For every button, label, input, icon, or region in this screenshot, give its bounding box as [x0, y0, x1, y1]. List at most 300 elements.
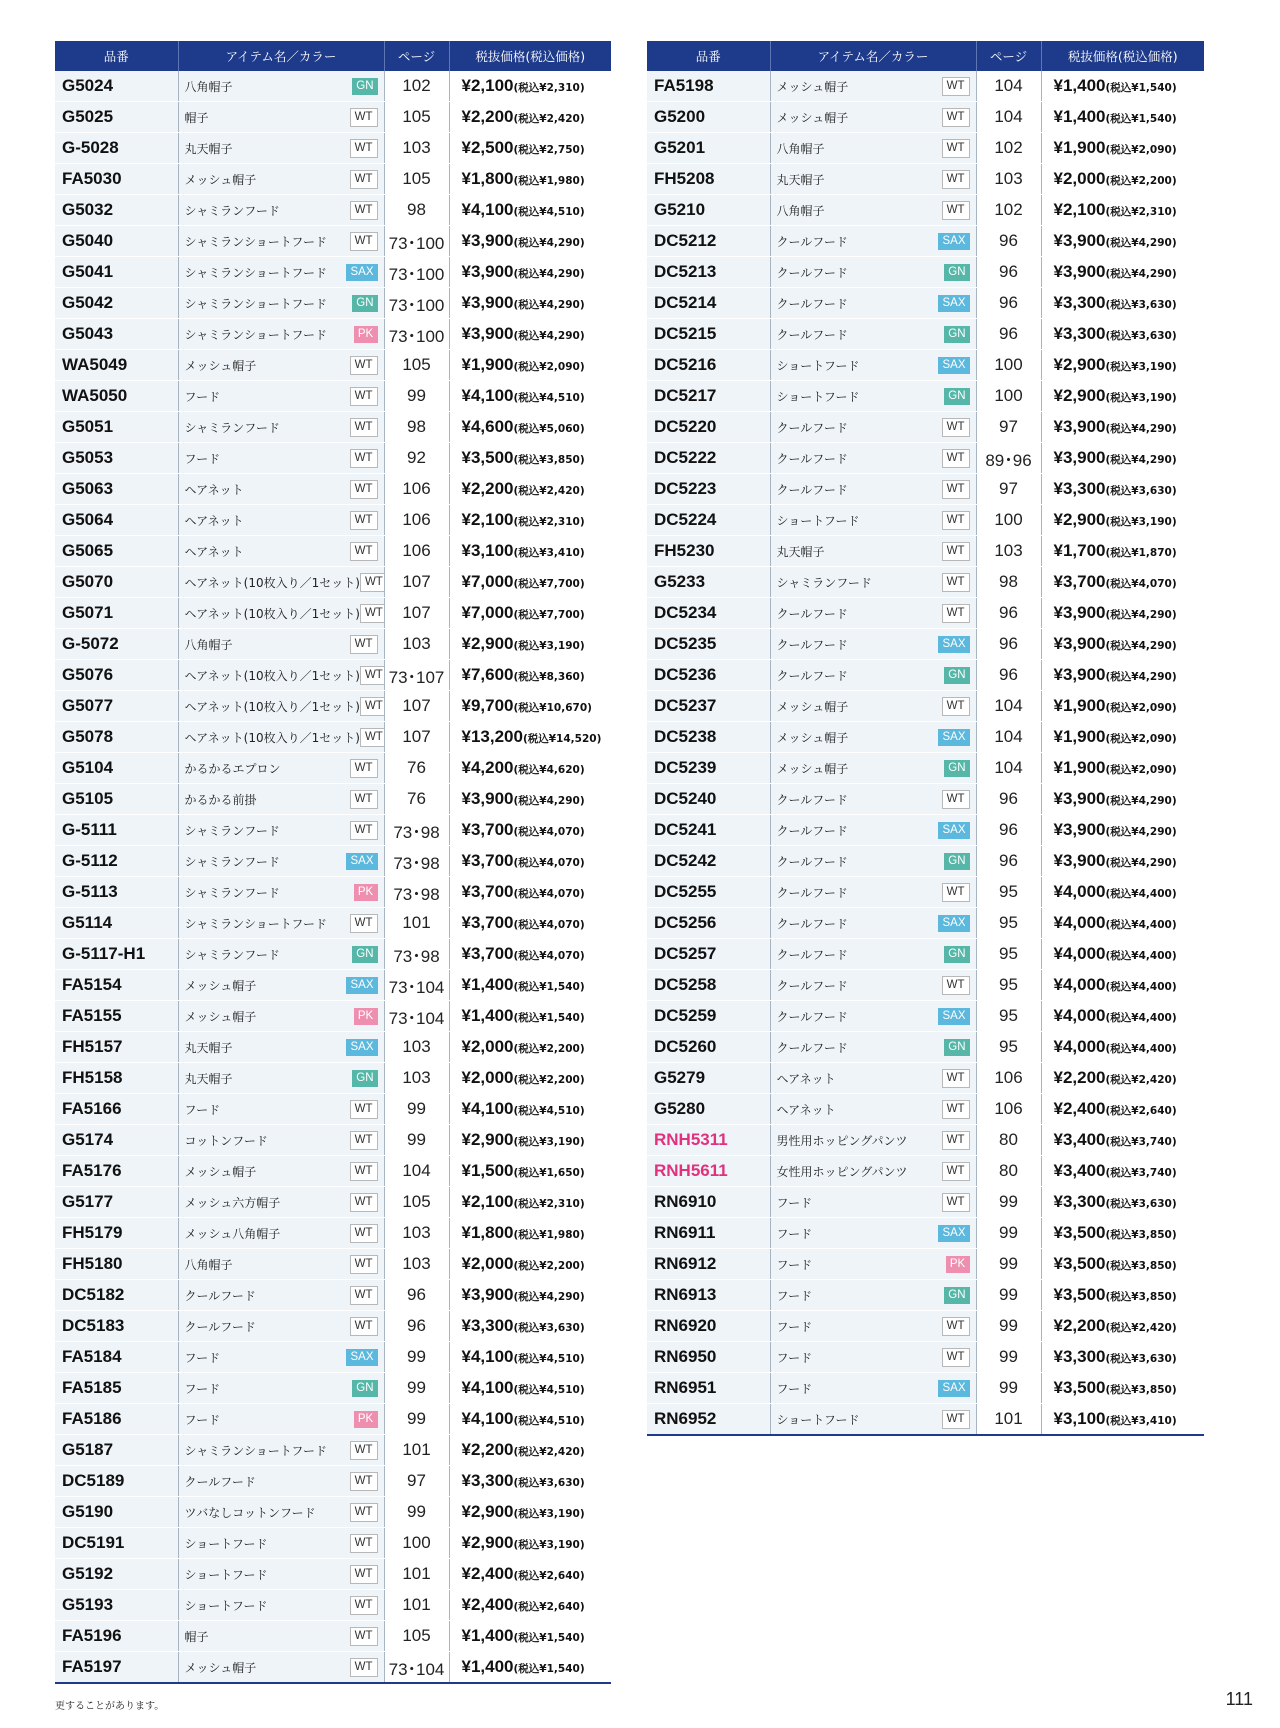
product-code: G5070: [55, 567, 178, 598]
price-cell: [1041, 1156, 1204, 1187]
product-code: FA5196: [55, 1621, 178, 1652]
color-badge: SAX: [346, 264, 377, 281]
item-cell: [178, 598, 384, 629]
price-incl-tax: (税込¥1,980): [513, 175, 585, 187]
item-wrap: [185, 1658, 378, 1677]
item-cell: [770, 1218, 976, 1249]
header-item: アイテム名／カラー: [770, 41, 976, 71]
item-wrap: [185, 759, 378, 778]
price-cell: [449, 660, 611, 691]
item-cell: [178, 257, 384, 288]
color-badge: WT: [350, 356, 378, 375]
price-cell: [449, 1001, 611, 1032]
price-incl-tax: (税込¥4,290): [1105, 857, 1177, 869]
price-cell: [1041, 1373, 1204, 1404]
color-badge: SAX: [938, 1380, 969, 1397]
price-excl-tax: ¥2,900: [461, 1502, 514, 1521]
item-cell: [178, 722, 384, 753]
item-name: メッシュ帽子: [184, 978, 257, 993]
item-wrap: [185, 1534, 378, 1553]
price-incl-tax: (税込¥8,360): [513, 671, 585, 683]
item-name: メッシュ帽子: [184, 1660, 257, 1675]
table-row: [55, 381, 611, 412]
catalog-page: 103: [384, 1063, 449, 1094]
price-incl-tax: (税込¥4,290): [513, 795, 585, 807]
price-cell: [449, 1218, 611, 1249]
price-incl-tax: (税込¥4,510): [513, 206, 585, 218]
color-badge: PK: [354, 326, 378, 343]
product-code: DC5238: [647, 722, 770, 753]
color-badge: WT: [942, 542, 970, 561]
item-cell: [178, 1404, 384, 1435]
price-cell: [449, 1249, 611, 1280]
product-code: FH5180: [55, 1249, 178, 1280]
item-name: フード: [776, 1195, 813, 1210]
item-cell: [770, 412, 976, 443]
catalog-page: 103: [384, 1032, 449, 1063]
price-cell: [449, 598, 611, 629]
item-name: メッシュ帽子: [184, 172, 257, 187]
item-name: クールフード: [776, 978, 848, 993]
color-badge: GN: [944, 326, 969, 343]
catalog-page: 99: [384, 1094, 449, 1125]
item-cell: [178, 1218, 384, 1249]
catalog-page: 96: [976, 226, 1041, 257]
item-name: クールフード: [776, 234, 848, 249]
item-cell: [770, 1187, 976, 1218]
catalog-page: 103: [384, 133, 449, 164]
catalog-page: 100: [976, 381, 1041, 412]
table-row: [55, 536, 611, 567]
price-incl-tax: (税込¥3,630): [513, 1322, 585, 1334]
table-row: [647, 1032, 1204, 1063]
product-code: FH5157: [55, 1032, 178, 1063]
item-cell: [178, 288, 384, 319]
product-code: FA5155: [55, 1001, 178, 1032]
catalog-page: 104: [976, 71, 1041, 102]
product-code: RN6951: [647, 1373, 770, 1404]
item-name: クールフード: [776, 668, 848, 683]
table-row: [55, 1621, 611, 1652]
item-cell: [178, 629, 384, 660]
price-cell: [449, 1497, 611, 1528]
item-name: フード: [776, 1381, 813, 1396]
price-cell: [449, 691, 611, 722]
item-name: クールフード: [776, 482, 848, 497]
color-badge: WT: [942, 77, 970, 96]
item-wrap: [777, 1039, 970, 1056]
price-cell: [449, 1590, 611, 1621]
item-cell: [178, 1094, 384, 1125]
item-wrap: [185, 1224, 378, 1243]
product-code: DC5257: [647, 939, 770, 970]
price-incl-tax: (税込¥3,190): [513, 1136, 585, 1148]
table-row: [647, 908, 1204, 939]
price-excl-tax: ¥1,400: [461, 975, 514, 994]
item-cell: [178, 505, 384, 536]
price-cell: [449, 908, 611, 939]
item-cell: [770, 474, 976, 505]
price-incl-tax: (税込¥3,850): [513, 454, 585, 466]
catalog-page: 104: [384, 1156, 449, 1187]
price-excl-tax: ¥3,100: [1053, 1409, 1106, 1428]
product-code: G5077: [55, 691, 178, 722]
product-code: DC5237: [647, 691, 770, 722]
price-cell: [449, 846, 611, 877]
item-wrap: [185, 1441, 378, 1460]
price-incl-tax: (税込¥1,980): [513, 1229, 585, 1241]
price-incl-tax: (税込¥2,200): [1105, 175, 1177, 187]
table-row: [55, 164, 611, 195]
price-incl-tax: (税込¥3,190): [1105, 361, 1177, 373]
price-cell: [1041, 1187, 1204, 1218]
price-incl-tax: (税込¥3,850): [1105, 1229, 1177, 1241]
item-cell: [178, 1125, 384, 1156]
item-wrap: [184, 573, 383, 592]
color-badge: SAX: [938, 822, 969, 839]
product-code: FA5186: [55, 1404, 178, 1435]
item-wrap: [777, 1348, 970, 1367]
price-excl-tax: ¥2,000: [461, 1254, 514, 1273]
price-excl-tax: ¥3,300: [1053, 324, 1106, 343]
item-name: ヘアネット(10枚入り／1セット): [184, 730, 360, 745]
color-badge: WT: [350, 1193, 378, 1212]
item-name: シャミランショートフード: [184, 916, 328, 931]
price-cell: [449, 474, 611, 505]
item-name: クールフード: [184, 1288, 256, 1303]
catalog-page: 105: [384, 102, 449, 133]
product-code: DC5222: [647, 443, 770, 474]
item-cell: [770, 257, 976, 288]
item-wrap: [777, 853, 970, 870]
item-name: メッシュ帽子: [776, 730, 849, 745]
catalog-page: 99: [384, 1342, 449, 1373]
color-badge: WT: [942, 790, 970, 809]
item-cell: [770, 753, 976, 784]
item-cell: [178, 1156, 384, 1187]
color-badge: WT: [350, 139, 378, 158]
price-excl-tax: ¥3,500: [1053, 1254, 1106, 1273]
product-code: DC5220: [647, 412, 770, 443]
catalog-page: 106: [384, 505, 449, 536]
item-cell: [178, 1528, 384, 1559]
item-name: クールフード: [776, 265, 848, 280]
price-excl-tax: ¥4,600: [461, 417, 514, 436]
price-excl-tax: ¥3,900: [461, 293, 514, 312]
item-wrap: [185, 884, 378, 901]
price-cell: [1041, 1249, 1204, 1280]
catalog-page: 106: [976, 1063, 1041, 1094]
product-code: DC5259: [647, 1001, 770, 1032]
product-code: G5065: [55, 536, 178, 567]
color-badge: WT: [942, 201, 970, 220]
price-incl-tax: (税込¥2,090): [1105, 764, 1177, 776]
product-code: G5041: [55, 257, 178, 288]
item-cell: [178, 319, 384, 350]
color-badge: WT: [360, 728, 384, 747]
page-number: 111: [1225, 1689, 1253, 1709]
price-excl-tax: ¥3,400: [1053, 1130, 1106, 1149]
catalog-page: 102: [976, 195, 1041, 226]
price-incl-tax: (税込¥2,310): [1105, 206, 1177, 218]
item-wrap: [185, 1255, 378, 1274]
price-cell: [449, 1342, 611, 1373]
price-incl-tax: (税込¥3,740): [1105, 1167, 1177, 1179]
price-cell: [449, 1404, 611, 1435]
item-cell: [770, 722, 976, 753]
product-code: G5177: [55, 1187, 178, 1218]
price-incl-tax: (税込¥2,200): [513, 1043, 585, 1055]
item-wrap: [777, 1410, 970, 1429]
price-cell: [449, 133, 611, 164]
price-excl-tax: ¥3,700: [461, 944, 514, 963]
price-excl-tax: ¥1,900: [1053, 696, 1106, 715]
item-name: シャミランショートフード: [184, 296, 328, 311]
item-wrap: [185, 1472, 378, 1491]
table-row: [647, 257, 1204, 288]
color-badge: WT: [350, 790, 378, 809]
item-cell: [770, 691, 976, 722]
catalog-page: 95: [976, 908, 1041, 939]
product-code: G5043: [55, 319, 178, 350]
catalog-page: 107: [384, 598, 449, 629]
price-incl-tax: (税込¥2,310): [513, 1198, 585, 1210]
item-cell: [770, 908, 976, 939]
catalog-page: 99: [976, 1342, 1041, 1373]
price-excl-tax: ¥2,200: [1053, 1316, 1106, 1335]
table-row: [55, 1497, 611, 1528]
item-cell: [178, 133, 384, 164]
price-excl-tax: ¥1,900: [461, 355, 514, 374]
table-row: [55, 71, 611, 102]
price-incl-tax: (税込¥4,290): [1105, 671, 1177, 683]
item-cell: [178, 1652, 384, 1684]
price-incl-tax: (税込¥3,630): [1105, 485, 1177, 497]
product-code: FA5197: [55, 1652, 178, 1684]
item-name: 丸天帽子: [184, 1040, 233, 1055]
product-code: G5192: [55, 1559, 178, 1590]
color-badge: WT: [350, 511, 378, 530]
table-row: [55, 443, 611, 474]
item-wrap: [777, 636, 970, 653]
product-code: FH5179: [55, 1218, 178, 1249]
item-cell: [178, 350, 384, 381]
catalog-page: 73･100: [384, 257, 449, 288]
item-name: フード: [776, 1288, 813, 1303]
item-name: メッシュ帽子: [184, 1009, 257, 1024]
table-row: [647, 1156, 1204, 1187]
item-wrap: [777, 480, 970, 499]
price-cell: [1041, 226, 1204, 257]
color-badge: WT: [942, 573, 970, 592]
color-badge: WT: [942, 697, 970, 716]
price-incl-tax: (税込¥4,290): [1105, 640, 1177, 652]
price-incl-tax: (税込¥2,090): [1105, 702, 1177, 714]
price-incl-tax: (税込¥4,070): [513, 888, 585, 900]
item-wrap: [184, 697, 383, 716]
price-excl-tax: ¥4,100: [461, 1409, 514, 1428]
price-incl-tax: (税込¥2,090): [1105, 144, 1177, 156]
product-code: FH5208: [647, 164, 770, 195]
item-name: 男性用ホッピングパンツ: [776, 1133, 908, 1148]
item-cell: [770, 1342, 976, 1373]
price-cell: [1041, 815, 1204, 846]
price-cell: [449, 319, 611, 350]
color-badge: WT: [360, 697, 384, 716]
item-wrap: [185, 1162, 378, 1181]
color-badge: SAX: [346, 1039, 377, 1056]
catalog-page: 98: [976, 567, 1041, 598]
item-wrap: [185, 1131, 378, 1150]
price-excl-tax: ¥3,900: [1053, 789, 1106, 808]
price-excl-tax: ¥1,400: [461, 1657, 514, 1676]
catalog-page: 99: [976, 1249, 1041, 1280]
item-wrap: [777, 1193, 970, 1212]
table-row: [55, 226, 611, 257]
table-row: [647, 536, 1204, 567]
price-table-right: [647, 41, 1204, 1436]
catalog-page: 96: [976, 815, 1041, 846]
table-row: [647, 598, 1204, 629]
catalog-page: 103: [976, 164, 1041, 195]
catalog-page: 96: [976, 319, 1041, 350]
item-wrap: [777, 946, 970, 963]
product-code: DC5241: [647, 815, 770, 846]
table-row: [55, 846, 611, 877]
price-excl-tax: ¥3,900: [1053, 634, 1106, 653]
table-row: [647, 71, 1204, 102]
product-code: DC5217: [647, 381, 770, 412]
item-wrap: [777, 573, 970, 592]
item-wrap: [777, 388, 970, 405]
item-cell: [770, 133, 976, 164]
product-code: DC5183: [55, 1311, 178, 1342]
price-excl-tax: ¥3,900: [461, 262, 514, 281]
item-name: メッシュ六方帽子: [184, 1195, 281, 1210]
product-code: FH5158: [55, 1063, 178, 1094]
price-excl-tax: ¥3,700: [461, 882, 514, 901]
catalog-page: 103: [384, 1218, 449, 1249]
color-badge: WT: [350, 170, 378, 189]
catalog-page: 95: [976, 877, 1041, 908]
price-incl-tax: (税込¥7,700): [513, 609, 585, 621]
item-name: メッシュ帽子: [776, 79, 849, 94]
item-wrap: [777, 139, 970, 158]
product-code: DC5215: [647, 319, 770, 350]
table-row: [55, 629, 611, 660]
item-wrap: [185, 449, 378, 468]
item-cell: [178, 1590, 384, 1621]
price-excl-tax: ¥2,000: [1053, 169, 1106, 188]
item-name: クールフード: [776, 606, 848, 621]
price-cell: [1041, 505, 1204, 536]
price-incl-tax: (税込¥2,420): [513, 485, 585, 497]
price-excl-tax: ¥4,000: [1053, 944, 1106, 963]
table-row: [55, 1404, 611, 1435]
price-excl-tax: ¥4,100: [461, 1347, 514, 1366]
catalog-page: 106: [384, 536, 449, 567]
item-cell: [178, 381, 384, 412]
item-cell: [178, 567, 384, 598]
item-wrap: [185, 1596, 378, 1615]
table-row: [55, 722, 611, 753]
price-incl-tax: (税込¥2,200): [513, 1074, 585, 1086]
item-name: フード: [776, 1350, 813, 1365]
item-wrap: [185, 1193, 378, 1212]
item-wrap: [184, 604, 383, 623]
price-excl-tax: ¥4,000: [1053, 975, 1106, 994]
table-row: [55, 505, 611, 536]
item-wrap: [184, 666, 383, 685]
price-cell: [1041, 195, 1204, 226]
item-wrap: [777, 233, 970, 250]
product-code: RNH5611: [647, 1156, 770, 1187]
item-name: ショートフード: [776, 513, 860, 528]
price-incl-tax: (税込¥3,190): [1105, 392, 1177, 404]
price-incl-tax: (税込¥1,540): [1105, 82, 1177, 94]
product-code: DC5235: [647, 629, 770, 660]
catalog-page: 99: [976, 1187, 1041, 1218]
item-wrap: [185, 635, 378, 654]
price-excl-tax: ¥3,300: [1053, 1347, 1106, 1366]
price-cell: [1041, 846, 1204, 877]
catalog-page: 96: [976, 629, 1041, 660]
color-badge: SAX: [938, 1008, 969, 1025]
price-cell: [1041, 443, 1204, 474]
catalog-page: 105: [384, 350, 449, 381]
table-row: [55, 1001, 611, 1032]
price-excl-tax: ¥3,300: [1053, 293, 1106, 312]
price-incl-tax: (税込¥3,630): [513, 1477, 585, 1489]
color-badge: WT: [350, 387, 378, 406]
price-excl-tax: ¥3,700: [461, 851, 514, 870]
price-incl-tax: (税込¥4,400): [1105, 950, 1177, 962]
catalog-page: 103: [384, 629, 449, 660]
product-code: DC5240: [647, 784, 770, 815]
color-badge: WT: [942, 1069, 970, 1088]
product-code: G5051: [55, 412, 178, 443]
price-incl-tax: (税込¥4,400): [1105, 888, 1177, 900]
item-cell: [178, 1311, 384, 1342]
color-badge: WT: [350, 1627, 378, 1646]
item-wrap: [185, 201, 378, 220]
item-name: ヘアネット(10枚入り／1セット): [184, 668, 360, 683]
price-cell: [449, 877, 611, 908]
catalog-page: 73･98: [384, 846, 449, 877]
item-cell: [178, 412, 384, 443]
color-badge: SAX: [938, 233, 969, 250]
price-cell: [1041, 1218, 1204, 1249]
price-incl-tax: (税込¥1,870): [1105, 547, 1177, 559]
price-cell: [1041, 257, 1204, 288]
table-row: [647, 1311, 1204, 1342]
color-badge: WT: [942, 1100, 970, 1119]
item-cell: [770, 598, 976, 629]
price-cell: [1041, 722, 1204, 753]
item-wrap: [777, 760, 970, 777]
product-code: G5105: [55, 784, 178, 815]
price-excl-tax: ¥3,700: [461, 913, 514, 932]
table-row: [55, 1435, 611, 1466]
table-row: [55, 1466, 611, 1497]
catalog-page: 99: [384, 1404, 449, 1435]
item-wrap: [777, 1256, 970, 1273]
item-name: フード: [184, 451, 221, 466]
item-name: フード: [184, 389, 221, 404]
color-badge: GN: [944, 1287, 969, 1304]
price-excl-tax: ¥2,500: [461, 138, 514, 157]
item-name: 八角帽子: [776, 203, 825, 218]
